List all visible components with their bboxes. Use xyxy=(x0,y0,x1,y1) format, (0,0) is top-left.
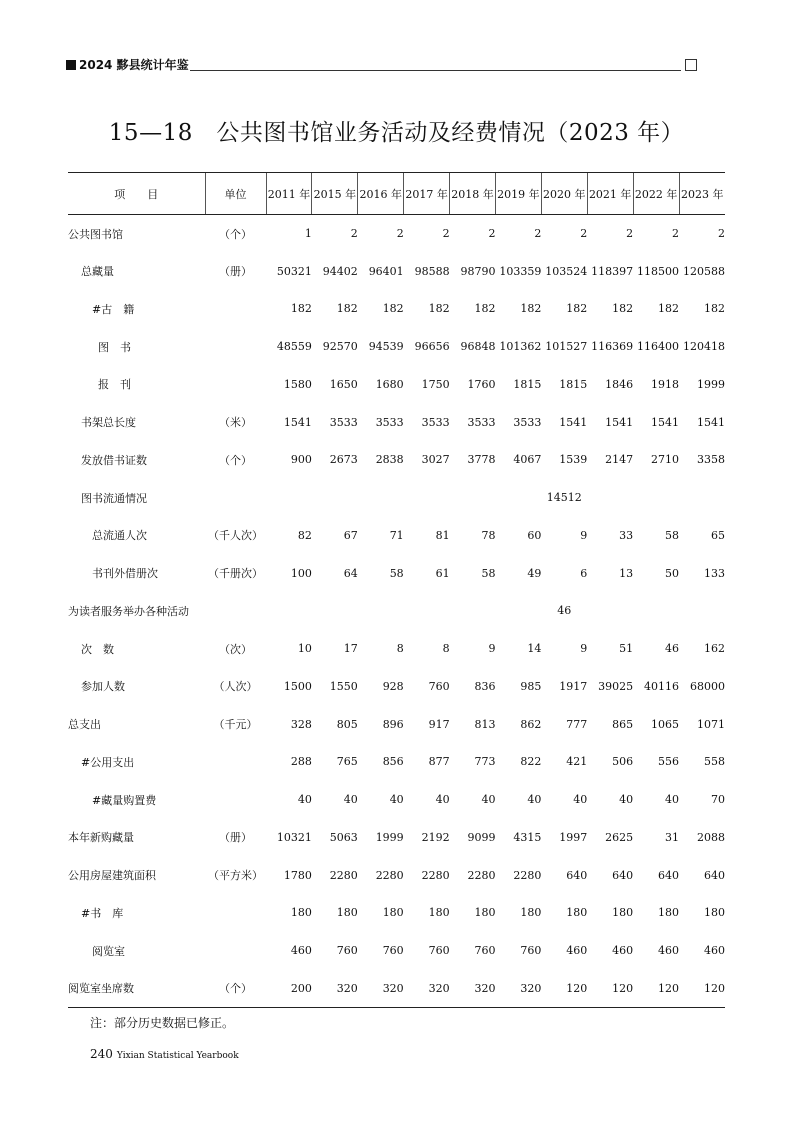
square-bullet-icon xyxy=(66,60,76,70)
table-note: 注：部分历史数据已修正。 xyxy=(90,1016,235,1030)
row-label: 次 数 xyxy=(81,642,114,656)
value-cell: 180 xyxy=(566,906,588,920)
table-row xyxy=(68,517,725,555)
value-cell xyxy=(587,592,633,630)
header-year: 2016 年 xyxy=(358,173,404,215)
value-cell: 877 xyxy=(428,755,450,769)
value-cell: 3533 xyxy=(375,415,404,429)
row-unit xyxy=(205,781,266,819)
value-cell: 460 xyxy=(704,944,725,958)
table-row xyxy=(68,894,725,932)
value-cell: 5063 xyxy=(329,830,358,844)
value-cell: 760 xyxy=(382,944,404,958)
value-cell: 1780 xyxy=(283,868,312,882)
value-cell: 9 xyxy=(488,642,496,656)
value-cell xyxy=(404,479,450,517)
value-cell: 2838 xyxy=(375,453,404,467)
row-unit: （人次） xyxy=(213,680,258,694)
value-cell: 58 xyxy=(665,528,680,542)
value-cell xyxy=(312,479,358,517)
row-label: 书架总长度 xyxy=(81,416,136,430)
header-year: 2019 年 xyxy=(495,173,541,215)
value-cell: 556 xyxy=(658,755,680,769)
value-cell: 320 xyxy=(358,970,404,1008)
row-label: #公用支出 xyxy=(81,755,135,769)
value-cell: 1650 xyxy=(329,377,358,391)
row-unit xyxy=(205,328,266,366)
row-label: 参加人数 xyxy=(81,680,125,694)
value-cell: 2 xyxy=(672,227,680,241)
value-cell: 40 xyxy=(481,793,496,807)
value-cell: 4315 xyxy=(513,830,542,844)
value-cell: 2280 xyxy=(421,868,450,882)
value-cell: 1065 xyxy=(651,717,680,731)
value-cell: 900 xyxy=(290,453,312,467)
value-cell: 917 xyxy=(428,717,450,731)
header-year: 2018 年 xyxy=(450,173,496,215)
value-cell: 2710 xyxy=(651,453,680,467)
value-cell: 3027 xyxy=(421,453,450,467)
value-cell xyxy=(679,479,725,517)
row-label: 报 刊 xyxy=(98,378,131,392)
row-label: 总支出 xyxy=(68,718,101,732)
value-cell: 2280 xyxy=(513,868,542,882)
value-cell: 13 xyxy=(619,566,634,580)
value-cell: 51 xyxy=(619,642,634,656)
row-label: #书 库 xyxy=(81,906,124,920)
value-cell: 9 xyxy=(580,642,588,656)
value-cell xyxy=(495,479,541,517)
value-cell: 60 xyxy=(527,528,542,542)
page-number: 240 xyxy=(90,1047,113,1061)
value-cell xyxy=(358,592,404,630)
value-cell: 14 xyxy=(527,642,542,656)
row-unit xyxy=(205,479,266,517)
value-cell: 182 xyxy=(520,302,542,316)
value-cell: 120 xyxy=(587,970,633,1008)
value-cell: 180 xyxy=(428,906,450,920)
table-row xyxy=(68,819,725,857)
value-cell: 182 xyxy=(336,302,358,316)
value-cell: 96401 xyxy=(368,264,404,278)
value-cell: 2625 xyxy=(605,830,634,844)
value-cell: 558 xyxy=(704,755,725,769)
value-cell: 1917 xyxy=(559,679,588,693)
row-label: 本年新购藏量 xyxy=(68,831,134,845)
table-row xyxy=(68,479,725,517)
value-cell: 98588 xyxy=(414,264,450,278)
value-cell xyxy=(358,479,404,517)
value-cell: 58 xyxy=(389,566,404,580)
value-cell: 421 xyxy=(566,755,588,769)
table-row xyxy=(68,290,725,328)
page-title: 15—18 公共图书馆业务活动及经费情况（2023 年） xyxy=(108,120,685,146)
table-row xyxy=(68,592,725,630)
value-cell: 320 xyxy=(404,970,450,1008)
value-cell: 460 xyxy=(658,944,680,958)
value-cell: 760 xyxy=(520,944,542,958)
value-cell: 1580 xyxy=(283,377,312,391)
value-cell: 2280 xyxy=(375,868,404,882)
row-label: 书刊外借册次 xyxy=(92,567,158,581)
table-row xyxy=(68,705,725,743)
row-label: 为读者服务举办各种活动 xyxy=(68,604,189,618)
value-cell: 180 xyxy=(474,906,496,920)
value-cell: 2280 xyxy=(467,868,496,882)
row-label: 总流通人次 xyxy=(92,529,147,543)
value-cell xyxy=(450,592,496,630)
row-label: 阅览室 xyxy=(92,944,125,958)
value-cell: 1541 xyxy=(697,415,725,429)
row-unit: （册） xyxy=(219,831,253,845)
value-cell: 49 xyxy=(527,566,542,580)
checkbox-square-icon xyxy=(685,59,697,71)
value-cell: 98790 xyxy=(460,264,496,278)
header-rule xyxy=(190,70,681,71)
value-cell xyxy=(587,479,633,517)
footer-text: Yixian Statistical Yearbook xyxy=(116,1051,239,1061)
value-cell: 985 xyxy=(520,679,542,693)
value-cell: 805 xyxy=(336,717,358,731)
header-unit: 单位 xyxy=(205,173,266,215)
row-unit xyxy=(205,592,266,630)
value-cell: 67 xyxy=(343,528,358,542)
value-cell: 1815 xyxy=(559,377,588,391)
value-cell: 2 xyxy=(488,227,496,241)
value-cell: 2192 xyxy=(421,830,450,844)
value-cell: 103359 xyxy=(499,264,542,278)
value-cell: 2 xyxy=(580,227,588,241)
value-cell: 1680 xyxy=(375,377,404,391)
value-cell: 1999 xyxy=(697,377,725,391)
value-cell: 1541 xyxy=(605,415,634,429)
value-cell: 94402 xyxy=(322,264,358,278)
value-cell: 40116 xyxy=(644,679,680,693)
row-unit: （千人次） xyxy=(208,529,264,543)
row-label: 公用房屋建筑面积 xyxy=(68,869,156,883)
value-cell: 120 xyxy=(633,970,679,1008)
value-cell: 1541 xyxy=(559,415,588,429)
value-cell: 116400 xyxy=(637,340,680,354)
value-cell: 765 xyxy=(336,755,358,769)
value-cell: 2673 xyxy=(329,453,358,467)
value-cell: 120 xyxy=(679,970,725,1008)
value-cell: 640 xyxy=(566,868,588,882)
value-cell: 14512 xyxy=(546,491,582,505)
value-cell: 78 xyxy=(481,528,496,542)
value-cell: 182 xyxy=(428,302,450,316)
value-cell: 82 xyxy=(297,528,312,542)
table-row xyxy=(68,441,725,479)
row-unit: （个） xyxy=(205,970,266,1008)
value-cell: 120 xyxy=(541,970,587,1008)
header-year: 2023 年 xyxy=(679,173,725,215)
value-cell: 48559 xyxy=(276,340,312,354)
value-cell: 1541 xyxy=(651,415,680,429)
value-cell: 862 xyxy=(520,717,542,731)
value-cell xyxy=(404,592,450,630)
value-cell: 116369 xyxy=(591,340,634,354)
value-cell: 8 xyxy=(442,642,450,656)
row-unit: （平方米） xyxy=(208,869,264,883)
value-cell: 760 xyxy=(428,679,450,693)
value-cell: 70 xyxy=(711,793,725,807)
value-cell xyxy=(679,592,725,630)
value-cell: 288 xyxy=(290,755,312,769)
value-cell: 928 xyxy=(382,679,404,693)
header-year: 2017 年 xyxy=(404,173,450,215)
value-cell: 3778 xyxy=(467,453,496,467)
value-cell: 40 xyxy=(343,793,358,807)
value-cell: 40 xyxy=(297,793,312,807)
value-cell: 101527 xyxy=(545,340,588,354)
row-unit xyxy=(205,894,266,932)
header-year: 2022 年 xyxy=(633,173,679,215)
value-cell: 10 xyxy=(297,642,312,656)
value-cell: 182 xyxy=(658,302,680,316)
value-cell xyxy=(633,479,679,517)
value-cell: 200 xyxy=(266,970,312,1008)
value-cell: 460 xyxy=(290,944,312,958)
value-cell: 1500 xyxy=(283,679,312,693)
value-cell: 182 xyxy=(290,302,312,316)
value-cell: 182 xyxy=(612,302,634,316)
value-cell xyxy=(495,592,541,630)
header-year: 2015 年 xyxy=(312,173,358,215)
value-cell: 896 xyxy=(382,717,404,731)
page-footer xyxy=(90,1046,239,1063)
value-cell: 92570 xyxy=(322,340,358,354)
value-cell: 2 xyxy=(396,227,404,241)
value-cell: 31 xyxy=(665,830,680,844)
value-cell: 2147 xyxy=(605,453,634,467)
row-label: 总藏量 xyxy=(81,265,114,279)
value-cell: 640 xyxy=(704,868,725,882)
table-row xyxy=(68,366,725,404)
value-cell: 120588 xyxy=(683,264,725,278)
value-cell: 773 xyxy=(474,755,496,769)
value-cell: 17 xyxy=(343,642,358,656)
value-cell: 162 xyxy=(704,642,725,656)
table-row xyxy=(68,970,725,1008)
value-cell: 1815 xyxy=(513,377,542,391)
value-cell: 103524 xyxy=(545,264,588,278)
statistics-table xyxy=(68,172,725,1008)
row-label: 公共图书馆 xyxy=(68,227,123,241)
value-cell: 101362 xyxy=(499,340,542,354)
row-label: 发放借书证数 xyxy=(81,453,147,467)
value-cell: 180 xyxy=(290,906,312,920)
value-cell: 3533 xyxy=(513,415,542,429)
yearbook-title: 2024 黟县统计年鉴 xyxy=(79,58,189,72)
value-cell: 6 xyxy=(580,566,588,580)
table-row xyxy=(68,668,725,706)
value-cell: 320 xyxy=(495,970,541,1008)
value-cell: 460 xyxy=(612,944,634,958)
value-cell: 180 xyxy=(382,906,404,920)
value-cell: 865 xyxy=(612,717,634,731)
value-cell: 836 xyxy=(474,679,496,693)
value-cell: 2 xyxy=(442,227,450,241)
value-cell xyxy=(450,479,496,517)
row-label: #藏量购置费 xyxy=(92,793,157,807)
row-unit: （个） xyxy=(219,453,253,467)
value-cell: 1539 xyxy=(559,453,588,467)
row-unit xyxy=(205,932,266,970)
header-item: 项 目 xyxy=(68,173,205,215)
value-cell: 813 xyxy=(474,717,496,731)
value-cell: 182 xyxy=(704,302,725,316)
value-cell: 3533 xyxy=(329,415,358,429)
value-cell: 180 xyxy=(704,906,725,920)
value-cell: 460 xyxy=(566,944,588,958)
value-cell: 182 xyxy=(382,302,404,316)
value-cell: 133 xyxy=(704,566,725,580)
table-row xyxy=(68,743,725,781)
value-cell: 1918 xyxy=(651,377,680,391)
value-cell: 9099 xyxy=(467,830,496,844)
value-cell: 33 xyxy=(619,528,634,542)
value-cell: 3358 xyxy=(697,453,725,467)
value-cell xyxy=(266,479,312,517)
value-cell: 1 xyxy=(304,227,312,241)
value-cell: 8 xyxy=(396,642,404,656)
table-row xyxy=(68,215,725,253)
value-cell: 1750 xyxy=(421,377,450,391)
value-cell: 120418 xyxy=(683,340,725,354)
value-cell: 2 xyxy=(718,227,725,241)
value-cell: 65 xyxy=(711,528,725,542)
value-cell: 640 xyxy=(658,868,680,882)
value-cell: 640 xyxy=(612,868,634,882)
value-cell: 81 xyxy=(435,528,450,542)
value-cell: 94539 xyxy=(368,340,404,354)
value-cell: 50321 xyxy=(276,264,312,278)
row-unit: （次） xyxy=(219,642,253,656)
value-cell: 777 xyxy=(566,717,588,731)
value-cell: 1999 xyxy=(375,830,404,844)
value-cell xyxy=(312,592,358,630)
value-cell xyxy=(633,592,679,630)
value-cell: 39025 xyxy=(598,679,634,693)
value-cell: 71 xyxy=(389,528,404,542)
value-cell: 100 xyxy=(290,566,312,580)
value-cell: 2 xyxy=(534,227,542,241)
value-cell: 1997 xyxy=(559,830,588,844)
value-cell: 856 xyxy=(382,755,404,769)
table-row xyxy=(68,781,725,819)
value-cell: 50 xyxy=(665,566,680,580)
value-cell: 182 xyxy=(474,302,496,316)
row-label: #古 籍 xyxy=(92,302,135,316)
value-cell: 760 xyxy=(428,944,450,958)
value-cell: 40 xyxy=(527,793,542,807)
value-cell: 1760 xyxy=(467,377,496,391)
value-cell: 506 xyxy=(612,755,634,769)
value-cell: 46 xyxy=(557,604,572,618)
value-cell: 1071 xyxy=(697,717,725,731)
row-unit: （千册次） xyxy=(208,567,264,581)
header-year: 2020 年 xyxy=(541,173,587,215)
value-cell: 9 xyxy=(580,528,588,542)
header-year: 2011 年 xyxy=(266,173,312,215)
value-cell: 2 xyxy=(350,227,358,241)
value-cell: 320 xyxy=(450,970,496,1008)
value-cell: 1541 xyxy=(283,415,312,429)
running-header xyxy=(66,57,699,73)
value-cell: 68000 xyxy=(690,679,725,693)
value-cell: 180 xyxy=(520,906,542,920)
value-cell: 2 xyxy=(626,227,634,241)
row-unit: （米） xyxy=(219,416,253,430)
value-cell: 118397 xyxy=(591,264,634,278)
value-cell: 760 xyxy=(336,944,358,958)
row-label: 图书流通情况 xyxy=(81,491,147,505)
table-row xyxy=(68,554,725,592)
value-cell: 3533 xyxy=(421,415,450,429)
value-cell: 40 xyxy=(665,793,680,807)
value-cell: 46 xyxy=(665,642,680,656)
value-cell: 180 xyxy=(336,906,358,920)
table-row xyxy=(68,328,725,366)
value-cell: 182 xyxy=(566,302,588,316)
value-cell: 61 xyxy=(435,566,450,580)
value-cell: 64 xyxy=(343,566,358,580)
header-year: 2021 年 xyxy=(587,173,633,215)
table-header-row xyxy=(68,173,725,215)
value-cell: 40 xyxy=(619,793,634,807)
row-unit: （个） xyxy=(219,227,253,241)
value-cell: 40 xyxy=(389,793,404,807)
row-unit: （千元） xyxy=(213,718,258,732)
row-unit xyxy=(205,366,266,404)
value-cell: 10321 xyxy=(276,830,312,844)
value-cell xyxy=(266,592,312,630)
value-cell: 96656 xyxy=(414,340,450,354)
table-row xyxy=(68,403,725,441)
table-row xyxy=(68,932,725,970)
table-row xyxy=(68,856,725,894)
value-cell: 760 xyxy=(474,944,496,958)
value-cell: 1550 xyxy=(329,679,358,693)
value-cell: 40 xyxy=(435,793,450,807)
value-cell: 4067 xyxy=(513,453,542,467)
value-cell: 58 xyxy=(481,566,496,580)
row-label: 阅览室坐席数 xyxy=(68,970,205,1008)
value-cell: 3533 xyxy=(467,415,496,429)
value-cell: 2088 xyxy=(697,830,725,844)
value-cell: 822 xyxy=(520,755,542,769)
value-cell: 180 xyxy=(612,906,634,920)
value-cell: 328 xyxy=(290,717,312,731)
value-cell: 96848 xyxy=(460,340,496,354)
row-unit: （册） xyxy=(219,265,253,279)
value-cell: 2280 xyxy=(329,868,358,882)
table-row xyxy=(68,630,725,668)
value-cell: 118500 xyxy=(637,264,680,278)
value-cell: 1846 xyxy=(605,377,634,391)
table-row xyxy=(68,252,725,290)
value-cell: 320 xyxy=(312,970,358,1008)
row-unit xyxy=(205,290,266,328)
row-unit xyxy=(205,743,266,781)
row-label: 图 书 xyxy=(98,340,131,354)
value-cell: 40 xyxy=(573,793,588,807)
value-cell: 180 xyxy=(658,906,680,920)
